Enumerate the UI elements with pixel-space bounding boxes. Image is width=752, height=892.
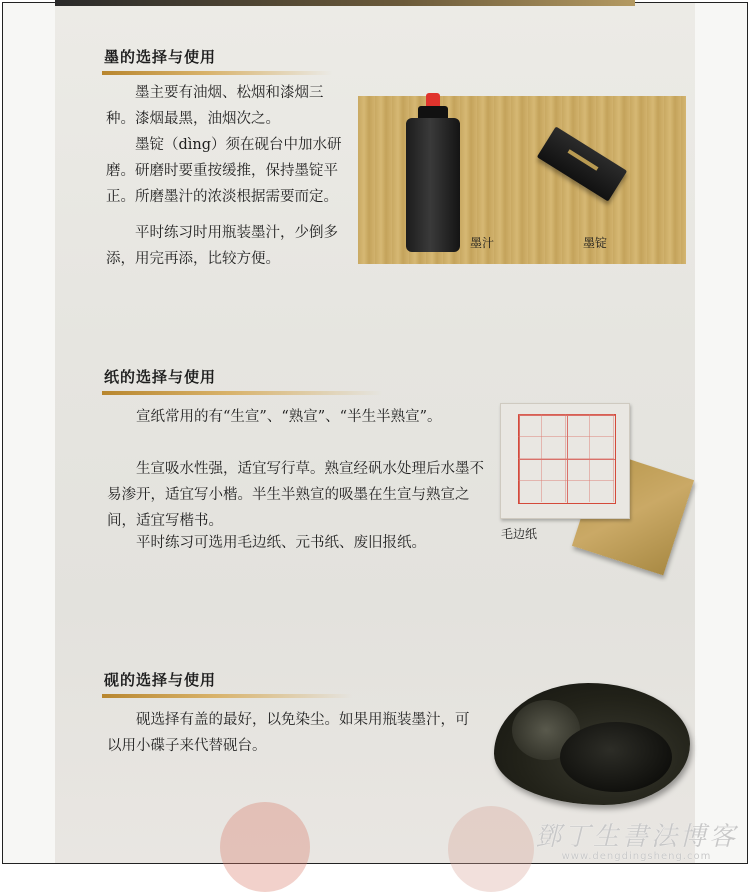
faded-circle <box>448 806 534 892</box>
paper-paragraph-1: 宣纸常用的有“生宣”、“熟宣”、“半生半熟宣”。 <box>136 409 442 425</box>
ink-bottle-image <box>406 118 460 252</box>
top-decor-band <box>55 0 635 6</box>
inkstone-section-title: 砚的选择与使用 <box>104 671 217 689</box>
grid-guides <box>518 414 614 502</box>
paper-paragraph-2: 生宣吸水性强，适宜写行草。熟宣经矾水处理后水墨不易渗开，适宜写小楷。半生半熟宣的吸墨在生宣与熟宣之间，适宜写楷书。 <box>107 461 484 529</box>
ink-section-title: 墨的选择与使用 <box>104 48 217 66</box>
faded-red-circle <box>220 802 310 892</box>
paper-paragraph-3: 平时练习可选用毛边纸、元书纸、废旧报纸。 <box>136 535 426 551</box>
inkstone-title-underline <box>102 694 352 698</box>
paper-caption: 毛边纸 <box>501 527 538 541</box>
ink-title-underline <box>102 71 332 75</box>
liquid-ink-caption: 墨汁 <box>470 236 495 250</box>
watermark-name: 鄧丁生書法博客 <box>534 822 738 852</box>
watermark-url: www.dengdingsheng.com <box>561 851 712 862</box>
inkstone-well <box>560 722 672 792</box>
ink-stick-caption: 墨锭 <box>583 236 608 250</box>
paper-title-underline <box>102 391 382 395</box>
ink-paragraph-3: 平时练习时用瓶装墨汁，少倒多添，用完再添，比较方便。 <box>106 225 338 267</box>
ink-paragraph-2: 墨锭（dìng）须在砚台中加水研磨。研磨时要重按缓推，保持墨锭平正。所磨墨汁的浓淡根据需要而定。 <box>106 137 342 205</box>
ink-paragraph-1: 墨主要有油烟、松烟和漆烟三种。漆烟最黑，油烟次之。 <box>106 85 324 127</box>
blog-watermark <box>535 816 738 862</box>
inkstone-paragraph-1: 砚选择有盖的最好，以免染尘。如果用瓶装墨汁，可以用小碟子来代替砚台。 <box>107 712 470 754</box>
paper-section-title: 纸的选择与使用 <box>104 368 217 386</box>
